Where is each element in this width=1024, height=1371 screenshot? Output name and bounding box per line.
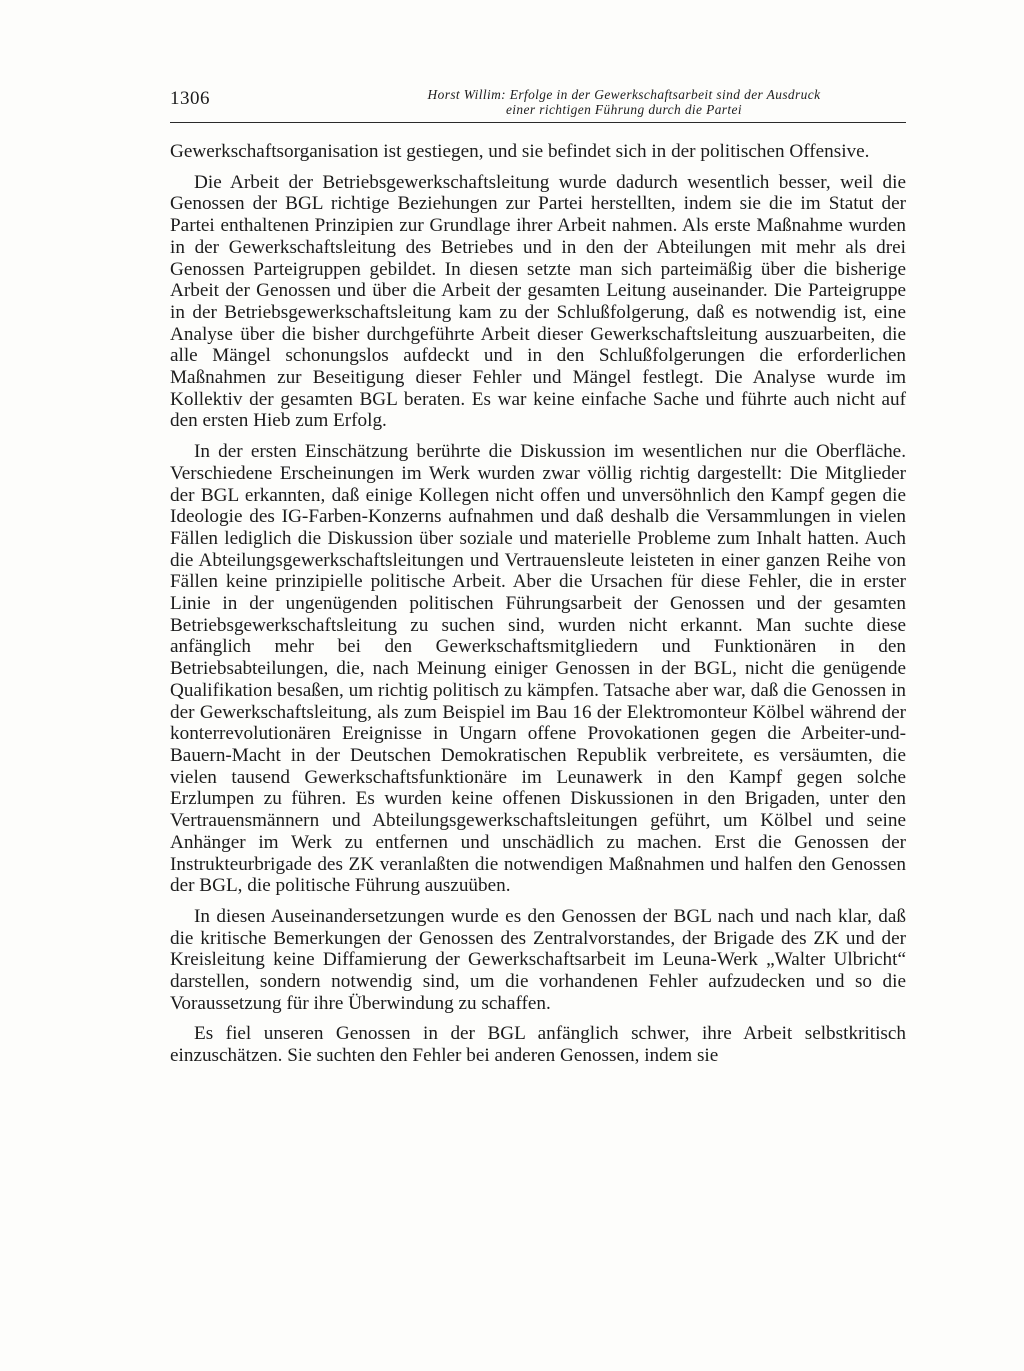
- page-number: 1306: [170, 88, 210, 109]
- paragraph-2: Die Arbeit der Betriebsgewerkschaftsleitung wurde dadurch wesentlich besser, weil die Genossen der BGL richtige Beziehungen zur Partei herstellten, indem sie die im Statut der Partei enthaltenen Prinzipien zur Grundlage ihrer Arbeit nahmen. Als erste Maßnahme wurden in der Gewerkschaftsleitung des Betriebes und in den der Abteilungen mit mehr als drei Genossen Parteigruppen gebildet. In diesen setzte man sich parteimäßig über die bisherige Arbeit der Genossen und über die Arbeit der gesamten Leitung auseinander. Die Parteigruppe in der Betriebsgewerkschaftsleitung kam zu der Schlußfolgerung, daß es notwendig ist, eine Analyse über die bisher durchgeführte Arbeit dieser Gewerkschaftsleitung auszuarbeiten, die alle Mängel schonungslos aufdeckt und in den Schlußfolgerungen die erforderlichen Maßnahmen zur Beseitigung dieser Fehler und Mängel festlegt. Die Analyse wurde im Kollektiv der gesamten BGL beraten. Es war keine einfache Sache und führte auch nicht auf den ersten Hieb zum Erfolg.: [170, 171, 906, 432]
- paragraph-1: Gewerkschaftsorganisation ist gestiegen, und sie befindet sich in der politischen Offensive.: [170, 141, 870, 162]
- paragraph-5: Es fiel unseren Genossen in der BGL anfänglich schwer, ihre Arbeit selbstkritisch einzuschätzen. Sie suchten den Fehler bei anderen Genossen, indem sie: [170, 1023, 906, 1067]
- running-head-line-1: Horst Willim: Erfolge in der Gewerkschaftsarbeit sind der Ausdruck: [427, 87, 821, 102]
- running-head-line-2: einer richtigen Führung durch die Partei: [505, 102, 743, 117]
- paragraph-3: In der ersten Einschätzung berührte die Diskussion im wesentlichen nur die Oberfläche. Verschiedene Erscheinungen im Werk wurden zwar völlig richtig dargestellt: Die Mitglieder der BGL erkannten, daß einige Kollegen nicht offen und unversöhnlich den Kampf gegen die Ideologie des IG-Farben-Konzerns aufnahmen und daß deshalb die Versammlungen in vielen Fällen lediglich die Diskussion über soziale und materielle Probleme zum Inhalt hatten. Auch die Abteilungsgewerkschaftsleitungen und Vertrauensleute leisteten in einer ganzen Reihe von Fällen keine prinzipielle politische Arbeit. Aber die Ursachen für diese Fehler, die in erster Linie in der ungenügenden politischen Führungsarbeit der Genossen und der gesamten Betriebsgewerkschaftsleitung zu suchen sind, wurden nicht erkannt. Man suchte diese anfänglich mehr bei den Gewerkschaftsmitgliedern und Funktionären in den Betriebsabteilungen, die, nach Meinung einiger Genossen in der BGL, nicht die genügende Qualifikation besaßen, um richtig politisch zu kämpfen. Tatsache aber war, daß die Genossen in der Gewerkschaftsleitung, als zum Beispiel im Bau 16 der Elektromonteur Kölbel während der konterrevolutionären Ereignisse in Ungarn offene Provokationen gegen die Arbeiter-und-Bauern-Macht in der Deutschen Demokratischen Republik verbreitete, es versäumten, die vielen tausend Gewerkschaftsfunktionäre im Leunawerk in den Kampf gegen solche Erzlumpen zu führen. Es wurden keine offenen Diskussionen in den Brigaden, unter den Vertrauensmännern und Abteilungsgewerkschaftsleitungen geführt, um Kölbel und seine Anhänger im Werk zu entfernen und unschädlich zu machen. Erst die Genossen der Instrukteurbrigade des ZK veranlaßten die notwendigen Maßnahmen und halfen den Genossen der BGL, die politische Führung auszuüben.: [170, 441, 906, 897]
- body-text: [170, 141, 906, 1076]
- page-header: [170, 84, 906, 123]
- running-head: [344, 87, 904, 117]
- paragraph-4: In diesen Auseinandersetzungen wurde es den Genossen der BGL nach und nach klar, daß die kritische Bemerkungen der Genossen des Zentralvorstandes, der Brigade des ZK und der Kreisleitung keine Diffamierung der Gewerkschaftsarbeit im Leuna-Werk „Walter Ulbricht“ darstellen, sondern notwendig sind, um die vorhandenen Fehler aufzudecken und so die Voraussetzung für ihre Überwindung zu schaffen.: [170, 905, 906, 1014]
